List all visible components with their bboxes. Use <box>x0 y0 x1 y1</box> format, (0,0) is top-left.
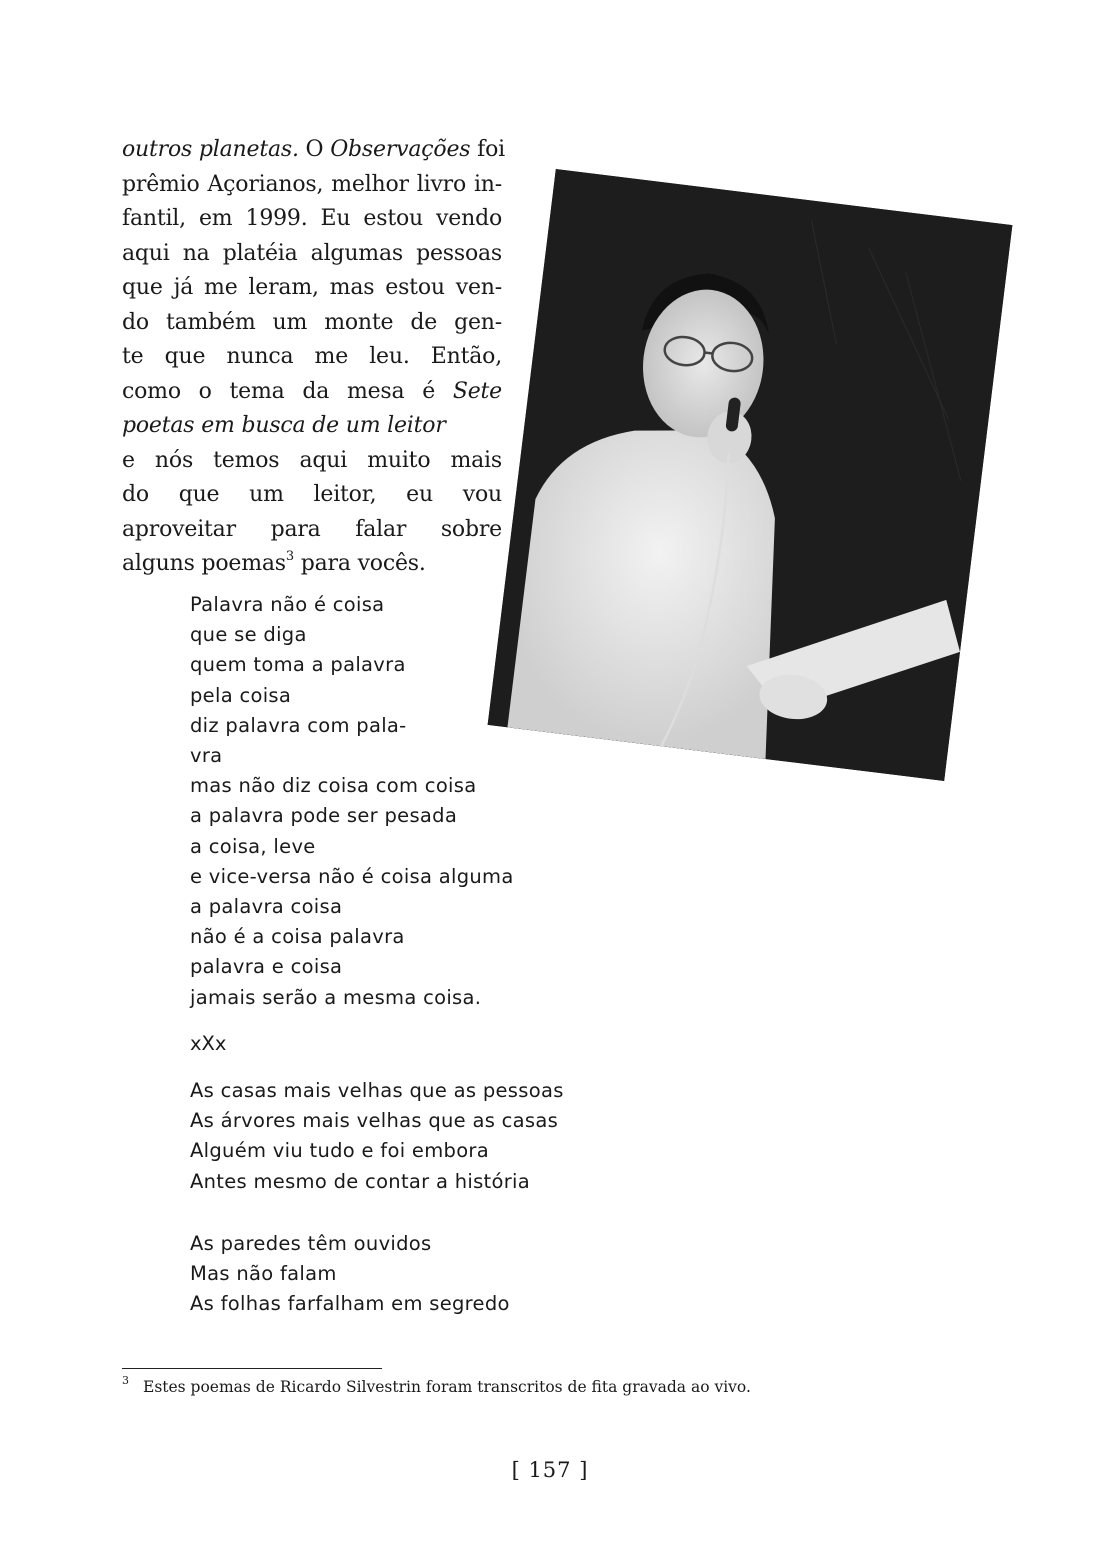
verse-line: As casas mais velhas que as pessoas <box>190 1079 564 1102</box>
verse-line: vra <box>190 744 223 768</box>
prose-fragment: te que nunca me leu. Então, <box>122 344 502 369</box>
prose-fragment: O <box>298 137 331 162</box>
prose-line <box>122 271 502 306</box>
prose-line <box>122 513 502 548</box>
footnote-reference: 3 <box>285 548 294 564</box>
prose-fragment: alguns poemas <box>122 551 286 576</box>
prose-line <box>122 375 502 410</box>
verse-line: As folhas farfalham em segredo <box>190 1292 510 1316</box>
poem-palavra <box>190 590 610 1013</box>
prose-line <box>122 478 502 513</box>
verse-line: a palavra pode ser pesada <box>190 804 458 828</box>
prose-fragment: fantil, em 1999. Eu estou vendo <box>122 206 502 231</box>
verse-line: Alguém viu tudo e foi embora <box>190 1139 489 1163</box>
verse-line: Antes mesmo de contar a história <box>190 1169 531 1193</box>
footnote-divider <box>122 1368 382 1369</box>
prose-fragment: outros planetas. <box>122 137 299 162</box>
prose-fragment: prêmio Açorianos, melhor livro in- <box>122 171 502 197</box>
verse-line: diz palavra com pala- <box>190 713 407 737</box>
prose-fragment: Observações <box>330 137 471 162</box>
prose-line <box>122 237 502 272</box>
prose-fragment: do também um monte de gen- <box>122 309 502 335</box>
footnote-marker: 3 <box>122 1373 129 1387</box>
prose-fragment: aqui na platéia algumas pessoas <box>122 240 502 266</box>
verse-line: e vice-versa não é coisa alguma <box>190 864 514 888</box>
verse-line: a coisa, leve <box>190 834 316 858</box>
section-separator: xXx <box>190 1032 227 1055</box>
prose-fragment: poetas em busca de um leitor <box>122 413 446 438</box>
prose-line <box>122 409 502 444</box>
verse-line: jamais serão a mesma coisa. <box>190 985 482 1009</box>
footnote <box>122 1373 751 1396</box>
verse-line: mas não diz coisa com coisa <box>190 774 477 798</box>
prose-fragment: e nós temos aqui muito mais <box>122 447 502 473</box>
prose-line <box>122 202 502 237</box>
prose-line <box>122 306 502 341</box>
verse-line: Palavra não é coisa <box>190 593 385 616</box>
prose-fragment: que já me leram, mas estou ven- <box>122 275 502 300</box>
verse-line: a palavra coisa <box>190 895 343 919</box>
verse-line: As paredes têm ouvidos <box>190 1232 432 1255</box>
verse-line: palavra e coisa <box>190 955 343 979</box>
verse-line: que se diga <box>190 623 307 647</box>
prose-line <box>122 133 505 168</box>
prose-line <box>122 547 502 582</box>
verse-line: pela coisa <box>190 683 292 707</box>
prose-fragment: foi <box>470 137 505 162</box>
prose-fragment: aproveitar para falar sobre <box>122 516 502 542</box>
prose-fragment: Sete <box>452 378 502 404</box>
prose-fragment: como o tema da mesa é <box>122 378 453 404</box>
prose-line <box>122 444 502 479</box>
verse-line: As árvores mais velhas que as casas <box>190 1109 559 1133</box>
verse-line: não é a coisa palavra <box>190 925 405 949</box>
prose-line <box>122 340 502 375</box>
poem-casas-stanza-2 <box>190 1229 610 1320</box>
prose-fragment: para vocês. <box>293 551 426 576</box>
prose-line <box>122 168 502 203</box>
verse-line: quem toma a palavra <box>190 653 406 677</box>
prose-fragment: do que um leitor, eu vou <box>122 482 502 507</box>
prose-paragraph <box>122 133 505 582</box>
poem-casas-stanza-1 <box>190 1076 610 1197</box>
page-number: [ 157 ] <box>511 1458 589 1482</box>
footnote-text: Estes poemas de Ricardo Silvestrin foram transcritos de fita gravada ao vivo. <box>143 1378 751 1396</box>
verse-line: Mas não falam <box>190 1262 337 1286</box>
